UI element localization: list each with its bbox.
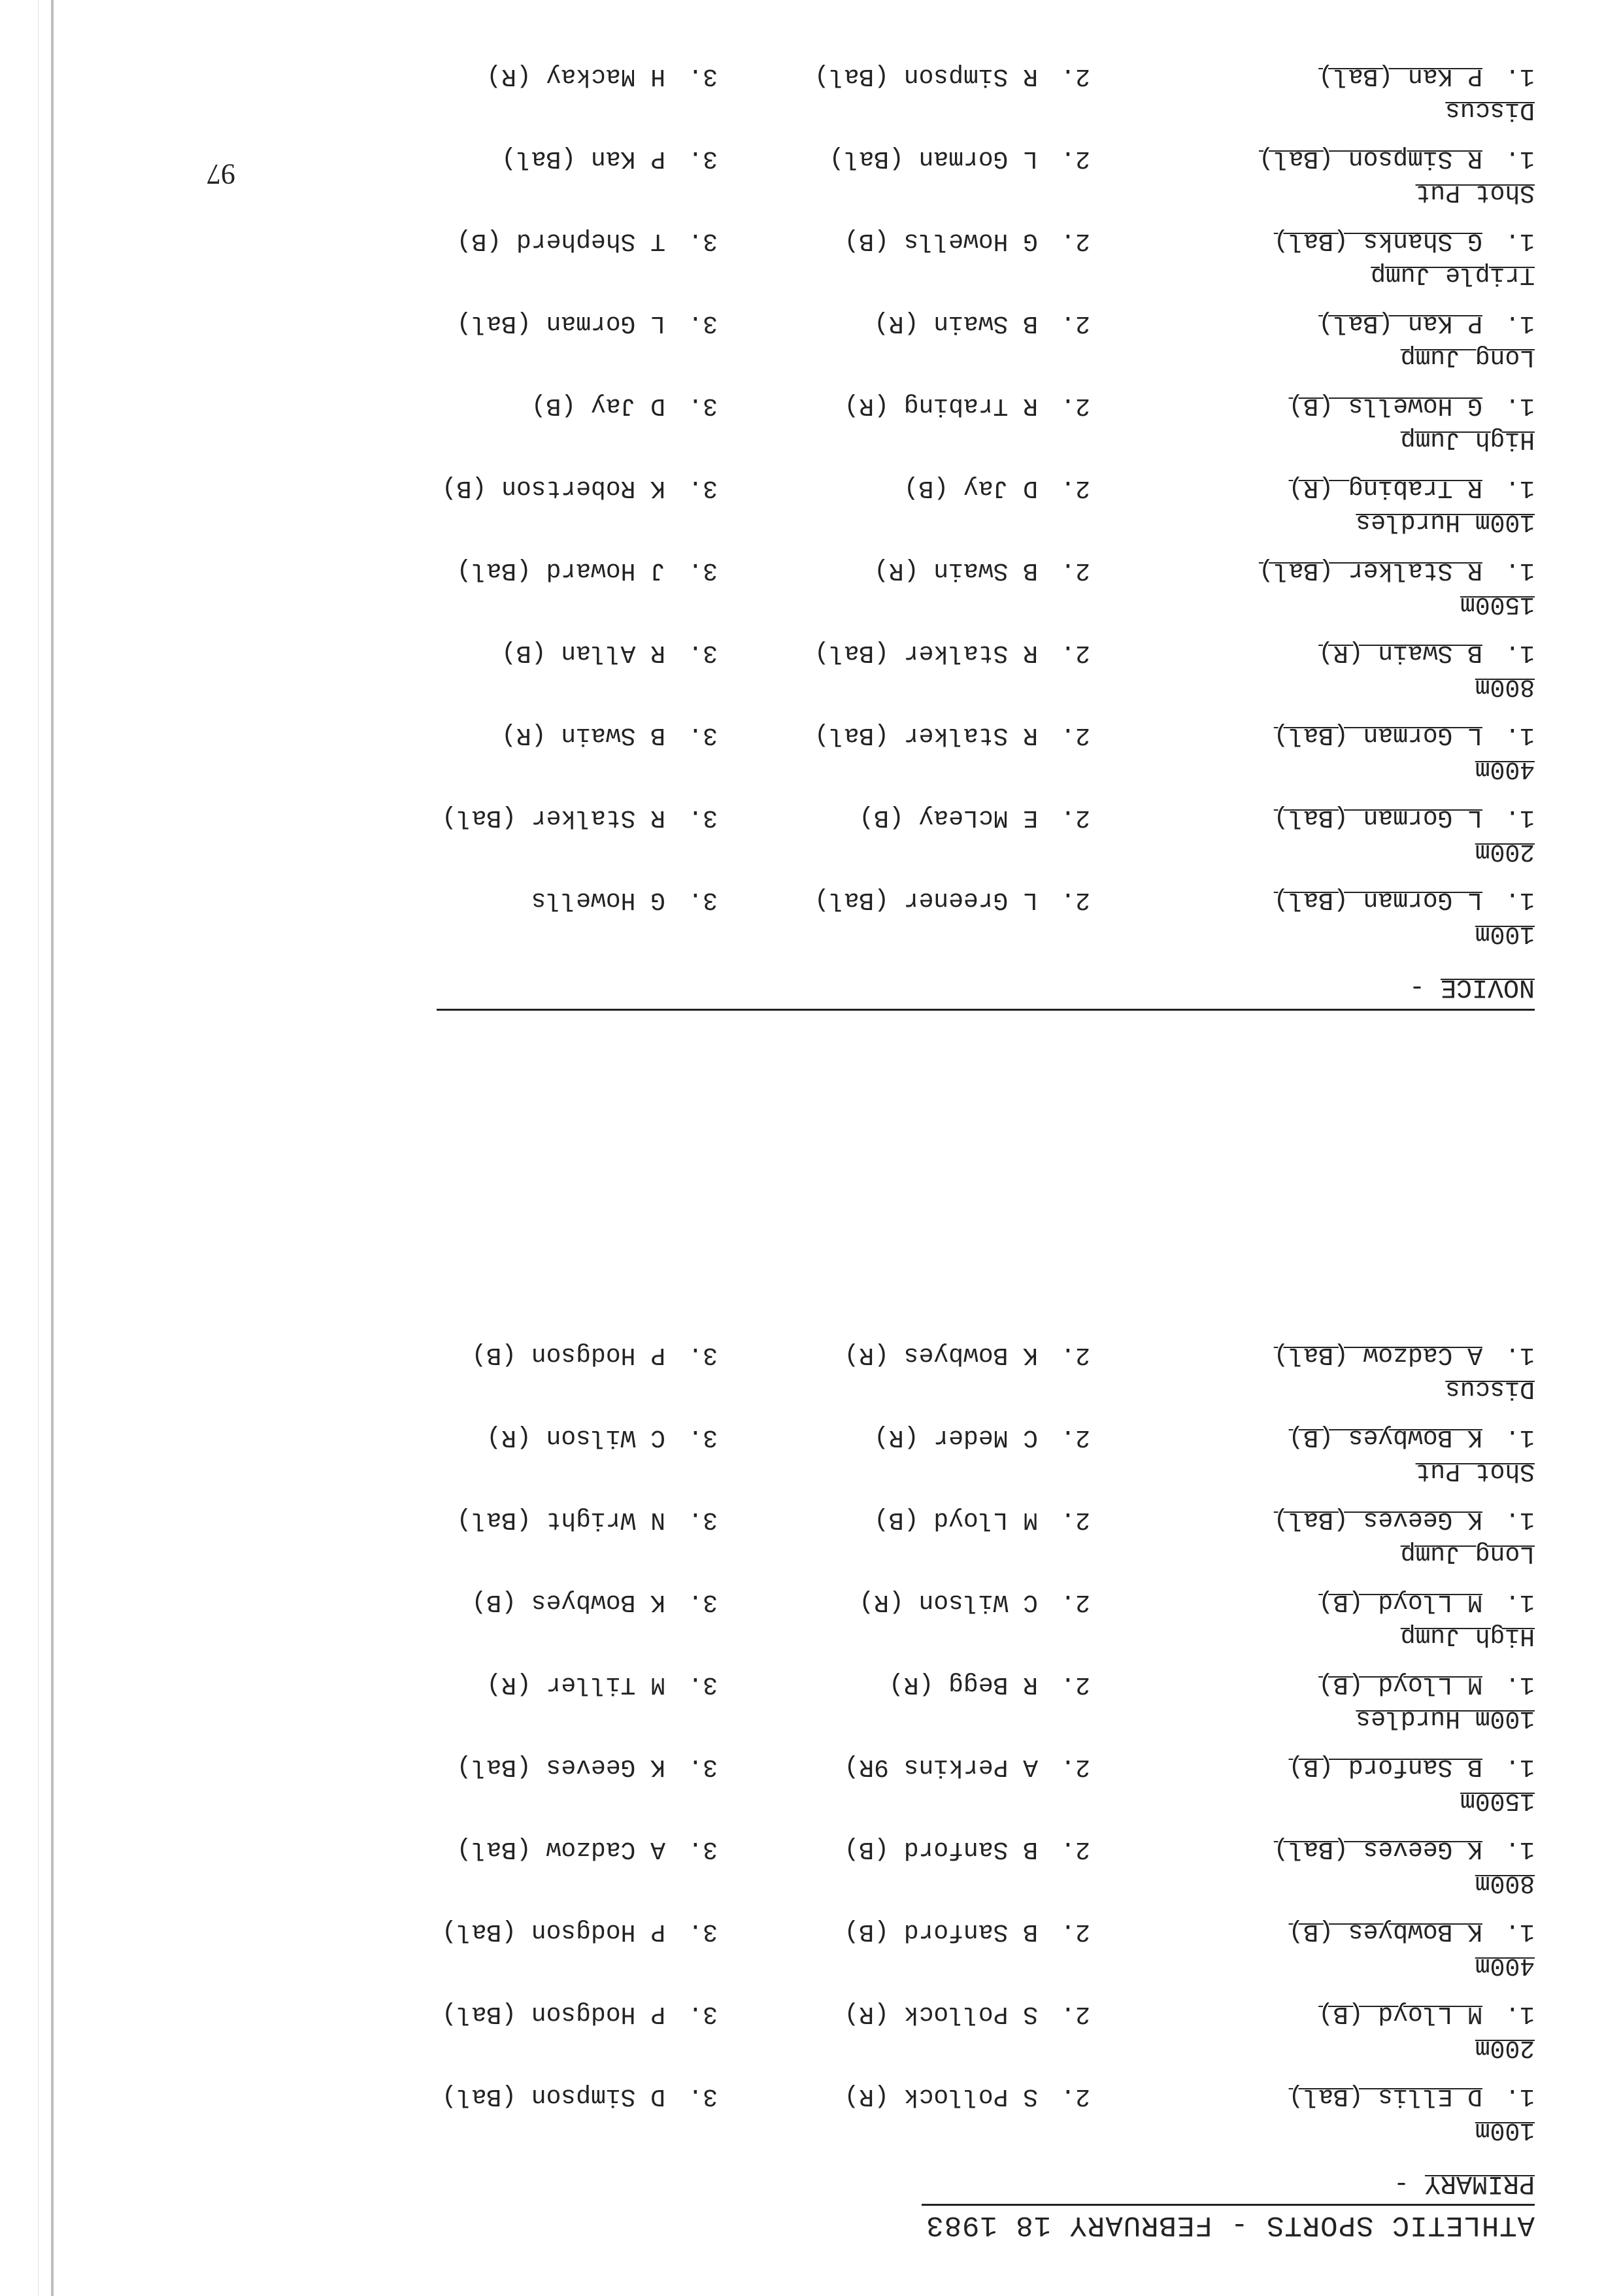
event-result (293, 1895, 1535, 1980)
place-number: 2. (1060, 474, 1090, 502)
first-place (1259, 144, 1535, 173)
place-number: 3. (688, 392, 718, 420)
second-place-name: K Bowbyes (R) (844, 1341, 1038, 1369)
place-number: 1. (1505, 144, 1535, 173)
place-number: 3. (688, 474, 718, 502)
second-place (814, 886, 1090, 914)
section-title-novice (1409, 972, 1535, 1002)
placings-row (293, 383, 1535, 420)
section-divider (437, 1009, 1535, 1011)
place-number: 1. (1505, 1506, 1535, 1534)
third-place-name: A Cadzow (Bal) (456, 1835, 665, 1863)
first-place (1318, 1670, 1535, 1698)
place-number: 1. (1505, 2000, 1535, 2028)
place-number: 2. (1060, 803, 1090, 832)
event-result (293, 863, 1535, 948)
first-place (1274, 227, 1535, 255)
first-place (1274, 1341, 1535, 1369)
first-place-name: A Cadzow (Bal) (1273, 1341, 1482, 1369)
place-number: 3. (688, 144, 718, 173)
place-number: 2. (1060, 144, 1090, 173)
event-result (293, 2059, 1535, 2144)
event-name: 100m (1475, 2116, 1535, 2144)
place-number: 3. (688, 1506, 718, 1534)
first-place-name: M Lloyd (B) (1318, 2000, 1482, 2028)
third-place-name: P Hodgson (Bal) (441, 2000, 665, 2028)
place-number: 1. (1505, 886, 1535, 914)
third-place (486, 62, 718, 90)
placings-row (293, 301, 1535, 337)
second-place (859, 1588, 1090, 1616)
section-dash: - (1409, 972, 1425, 1002)
event-result (293, 698, 1535, 783)
first-place-name: R Trabing (R) (1288, 474, 1482, 502)
first-place (1318, 1588, 1535, 1616)
event-name: Discus (1445, 96, 1535, 124)
event-result (293, 286, 1535, 371)
third-place (457, 1835, 718, 1863)
place-number: 2. (1060, 62, 1090, 90)
place-number: 2. (1060, 556, 1090, 584)
event-name: 100m Hurdles (1356, 508, 1535, 536)
third-place (442, 803, 718, 832)
place-number: 3. (688, 803, 718, 832)
third-place (472, 1588, 718, 1616)
third-place-name: J Howard (Bal) (456, 556, 665, 584)
placings-row (293, 1497, 1535, 1534)
third-place-name: H Mackay (R) (486, 62, 665, 90)
place-number: 3. (688, 2000, 718, 2028)
first-place (1274, 886, 1535, 914)
first-place-name: R Stalker (Bal) (1258, 556, 1482, 584)
placings-row (293, 877, 1535, 914)
second-place (844, 2000, 1090, 2028)
third-place (457, 1753, 718, 1781)
place-number: 1. (1505, 1588, 1535, 1616)
place-number: 1. (1505, 1917, 1535, 1946)
event-name: 200m (1475, 2034, 1535, 2062)
third-place-name: K Geeves (Bal) (456, 1753, 665, 1781)
second-place (829, 144, 1090, 173)
second-place (844, 1917, 1090, 1946)
third-place (457, 1506, 718, 1534)
event-name: High Jump (1400, 1622, 1535, 1650)
third-place-name: P Kan (Bal) (501, 144, 665, 173)
third-place (442, 2082, 718, 2110)
placings-row (293, 1662, 1535, 1698)
event-result (293, 1730, 1535, 1815)
event-name: 1500m (1460, 590, 1535, 618)
second-place-name: G Howells (B) (844, 227, 1038, 255)
second-place-name: L Gorman (Bal) (829, 144, 1038, 173)
document-title: ATHLETIC SPORTS - FEBRUARY 18 1983 (922, 2204, 1535, 2241)
first-place-name: P Kan (Bal) (1318, 309, 1482, 337)
place-number: 2. (1060, 1423, 1090, 1451)
first-place (1274, 721, 1535, 749)
second-place-name: L Greener (Bal) (814, 886, 1038, 914)
event-result (293, 616, 1535, 701)
first-place-name: D Ellis (Bal) (1288, 2082, 1482, 2110)
place-number: 1. (1505, 803, 1535, 832)
second-place-name: B Swain (R) (874, 309, 1038, 337)
place-number: 1. (1505, 1670, 1535, 1698)
event-name: Shot Put (1415, 1457, 1535, 1485)
third-place (486, 1423, 718, 1451)
placings-row (293, 1827, 1535, 1863)
second-place-name: S Pollock (R) (844, 2082, 1038, 2110)
first-place (1259, 556, 1535, 584)
third-place (501, 639, 718, 667)
place-number: 2. (1060, 721, 1090, 749)
place-number: 3. (688, 227, 718, 255)
event-name: Triple Jump (1371, 261, 1535, 289)
place-number: 3. (688, 62, 718, 90)
third-place-name: T Shepherd (B) (456, 227, 665, 255)
third-place (501, 144, 718, 173)
third-place (442, 2000, 718, 2028)
placings-row (293, 1991, 1535, 2028)
placings-row (293, 465, 1535, 502)
place-number: 2. (1060, 309, 1090, 337)
second-place (814, 62, 1090, 90)
place-number: 2. (1060, 639, 1090, 667)
event-result (293, 1483, 1535, 1568)
event-result (293, 39, 1535, 124)
second-place (874, 1506, 1090, 1534)
third-place (457, 227, 718, 255)
event-name: 400m (1475, 1951, 1535, 1980)
third-place (531, 392, 718, 420)
second-place-name: M Lloyd (B) (874, 1506, 1038, 1534)
place-number: 3. (688, 1917, 718, 1946)
first-place-name: G Howells (B) (1288, 392, 1482, 420)
third-place-name: N Wright (Bal) (456, 1506, 665, 1534)
place-number: 3. (688, 1423, 718, 1451)
place-number: 3. (688, 1670, 718, 1698)
place-number: 3. (688, 639, 718, 667)
first-place-name: K Geeves (Bal) (1273, 1506, 1482, 1534)
first-place (1289, 392, 1535, 420)
second-place (874, 556, 1090, 584)
first-place-name: B Sanford (B) (1288, 1753, 1482, 1781)
second-place-name: R Trabing (R) (844, 392, 1038, 420)
third-place-name: L Gorman (Bal) (456, 309, 665, 337)
place-number: 1. (1505, 474, 1535, 502)
third-place (442, 474, 718, 502)
first-place (1318, 2000, 1535, 2028)
second-place-name: C Wilson (R) (859, 1588, 1038, 1616)
second-place-name: S Pollock (R) (844, 2000, 1038, 2028)
third-place-name: M Tiller (R) (486, 1670, 665, 1698)
placings-row (293, 1415, 1535, 1451)
second-place (844, 2082, 1090, 2110)
third-place (531, 886, 718, 914)
first-place-name: L Gorman (Bal) (1273, 803, 1482, 832)
place-number: 2. (1060, 1670, 1090, 1698)
third-place-name: P Hodgson (Bal) (441, 1917, 665, 1946)
event-name: 1500m (1460, 1787, 1535, 1815)
place-number: 1. (1505, 1341, 1535, 1369)
event-result (293, 533, 1535, 618)
third-place-name: R Stalker (Bal) (441, 803, 665, 832)
place-number: 3. (688, 1753, 718, 1781)
second-place (844, 392, 1090, 420)
first-place (1274, 1506, 1535, 1534)
first-place-name: G Shanks (Bal) (1273, 227, 1482, 255)
place-number: 3. (688, 309, 718, 337)
first-place (1318, 309, 1535, 337)
second-place-name: B Swain (R) (874, 556, 1038, 584)
third-place (457, 556, 718, 584)
second-place-name: C Meder (R) (874, 1423, 1038, 1451)
place-number: 1. (1505, 392, 1535, 420)
place-number: 1. (1505, 309, 1535, 337)
place-number: 3. (688, 1341, 718, 1369)
third-place-name: B Swain (R) (501, 721, 665, 749)
second-place (844, 1753, 1090, 1781)
event-name: Discus (1445, 1375, 1535, 1403)
second-place-name: B Sanford (B) (844, 1835, 1038, 1863)
event-result (293, 1977, 1535, 2062)
event-result (293, 451, 1535, 536)
place-number: 2. (1060, 1588, 1090, 1616)
second-place (814, 639, 1090, 667)
place-number: 2. (1060, 1506, 1090, 1534)
place-number: 1. (1505, 1753, 1535, 1781)
place-number: 2. (1060, 1917, 1090, 1946)
place-number: 3. (688, 2082, 718, 2110)
place-number: 2. (1060, 1753, 1090, 1781)
second-place (904, 474, 1090, 502)
first-place (1274, 803, 1535, 832)
place-number: 1. (1505, 62, 1535, 90)
second-place (844, 1835, 1090, 1863)
second-place (814, 721, 1090, 749)
second-place-name: B Sanford (B) (844, 1917, 1038, 1946)
event-name: 100m (1475, 920, 1535, 948)
second-place-name: A Perkins 9R) (844, 1753, 1038, 1781)
place-number: 1. (1505, 556, 1535, 584)
placings-row (293, 1744, 1535, 1781)
second-place (889, 1670, 1090, 1698)
second-place-name: R Begg (R) (888, 1670, 1038, 1698)
event-name: 100m Hurdles (1356, 1704, 1535, 1732)
placings-row (293, 2074, 1535, 2110)
third-place (486, 1670, 718, 1698)
third-place-name: R Allan (B) (501, 639, 665, 667)
placings-row (293, 1332, 1535, 1369)
event-name: Shot Put (1415, 178, 1535, 207)
first-place-name: P Kan (Bal) (1318, 62, 1482, 90)
place-number: 1. (1505, 227, 1535, 255)
second-place-name: R Stalker (Bal) (814, 721, 1038, 749)
section-name: NOVICE (1440, 972, 1535, 1002)
placings-row (293, 1909, 1535, 1946)
second-place-name: D Jay (B) (903, 474, 1038, 502)
event-result (293, 781, 1535, 866)
second-place-name: R Stalker (Bal) (814, 639, 1038, 667)
second-place (844, 1341, 1090, 1369)
place-number: 1. (1505, 1423, 1535, 1451)
event-result (293, 1400, 1535, 1485)
placings-row (293, 218, 1535, 255)
third-place (442, 1917, 718, 1946)
event-name: Long Jump (1400, 1540, 1535, 1568)
event-result (293, 1647, 1535, 1732)
third-place-name: G Howells (531, 886, 665, 914)
event-result (293, 1812, 1535, 1897)
place-number: 2. (1060, 1835, 1090, 1863)
second-place (844, 227, 1090, 255)
place-number: 2. (1060, 2000, 1090, 2028)
section-title-primary (1394, 2169, 1535, 2198)
first-place (1289, 1753, 1535, 1781)
place-number: 1. (1505, 721, 1535, 749)
first-place-name: M Lloyd (B) (1318, 1588, 1482, 1616)
first-place (1289, 2082, 1535, 2110)
third-place-name: D Simpson (Bal) (441, 2082, 665, 2110)
first-place (1274, 1835, 1535, 1863)
place-number: 3. (688, 721, 718, 749)
place-number: 1. (1505, 1835, 1535, 1863)
first-place-name: L Gorman (Bal) (1273, 886, 1482, 914)
placings-row (293, 54, 1535, 90)
event-name: 400m (1475, 755, 1535, 783)
event-name: 800m (1475, 1869, 1535, 1897)
second-place-name: E McLeay (B) (859, 803, 1038, 832)
section-name: PRIMARY (1424, 2169, 1535, 2198)
placings-row (293, 136, 1535, 173)
first-place (1289, 474, 1535, 502)
place-number: 3. (688, 556, 718, 584)
event-result (293, 122, 1535, 207)
third-place-name: D Jay (B) (531, 392, 665, 420)
first-place-name: R Simpson (Bal) (1258, 144, 1482, 173)
first-place-name: L Gorman (Bal) (1273, 721, 1482, 749)
second-place-name: R Simpson (Bal) (814, 62, 1038, 90)
first-place (1289, 1917, 1535, 1946)
placings-row (293, 630, 1535, 667)
second-place (874, 309, 1090, 337)
third-place-name: K Bowbyes (B) (471, 1588, 665, 1616)
first-place-name: M Lloyd (B) (1318, 1670, 1482, 1698)
first-place-name: B Swain (R) (1318, 639, 1482, 667)
place-number: 3. (688, 886, 718, 914)
first-place (1289, 1423, 1535, 1451)
second-place (874, 1423, 1090, 1451)
third-place-name: P Hodgson (B) (471, 1341, 665, 1369)
placings-row (293, 795, 1535, 832)
first-place-name: K Bowbyes (B) (1288, 1423, 1482, 1451)
event-name: 800m (1475, 673, 1535, 701)
third-place-name: C Wilson (R) (486, 1423, 665, 1451)
first-place (1318, 62, 1535, 90)
place-number: 3. (688, 1588, 718, 1616)
page-number: 97 (207, 158, 235, 190)
event-result (293, 204, 1535, 289)
place-number: 2. (1060, 392, 1090, 420)
first-place-name: K Geeves (Bal) (1273, 1835, 1482, 1863)
place-number: 1. (1505, 639, 1535, 667)
second-place (859, 803, 1090, 832)
first-place-name: K Bowbyes (B) (1288, 1917, 1482, 1946)
third-place-name: K Robertson (B) (441, 474, 665, 502)
place-number: 3. (688, 1835, 718, 1863)
place-number: 2. (1060, 227, 1090, 255)
event-name: 200m (1475, 837, 1535, 866)
place-number: 2. (1060, 886, 1090, 914)
place-number: 2. (1060, 2082, 1090, 2110)
event-result (293, 369, 1535, 454)
event-name: Long Jump (1400, 343, 1535, 371)
place-number: 2. (1060, 1341, 1090, 1369)
placings-row (293, 713, 1535, 749)
event-result (293, 1318, 1535, 1403)
event-name: High Jump (1400, 426, 1535, 454)
third-place (457, 309, 718, 337)
event-result (293, 1565, 1535, 1650)
third-place (501, 721, 718, 749)
placings-row (293, 1579, 1535, 1616)
third-place (472, 1341, 718, 1369)
placings-row (293, 548, 1535, 584)
first-place (1318, 639, 1535, 667)
section-dash: - (1393, 2169, 1409, 2198)
place-number: 1. (1505, 2082, 1535, 2110)
